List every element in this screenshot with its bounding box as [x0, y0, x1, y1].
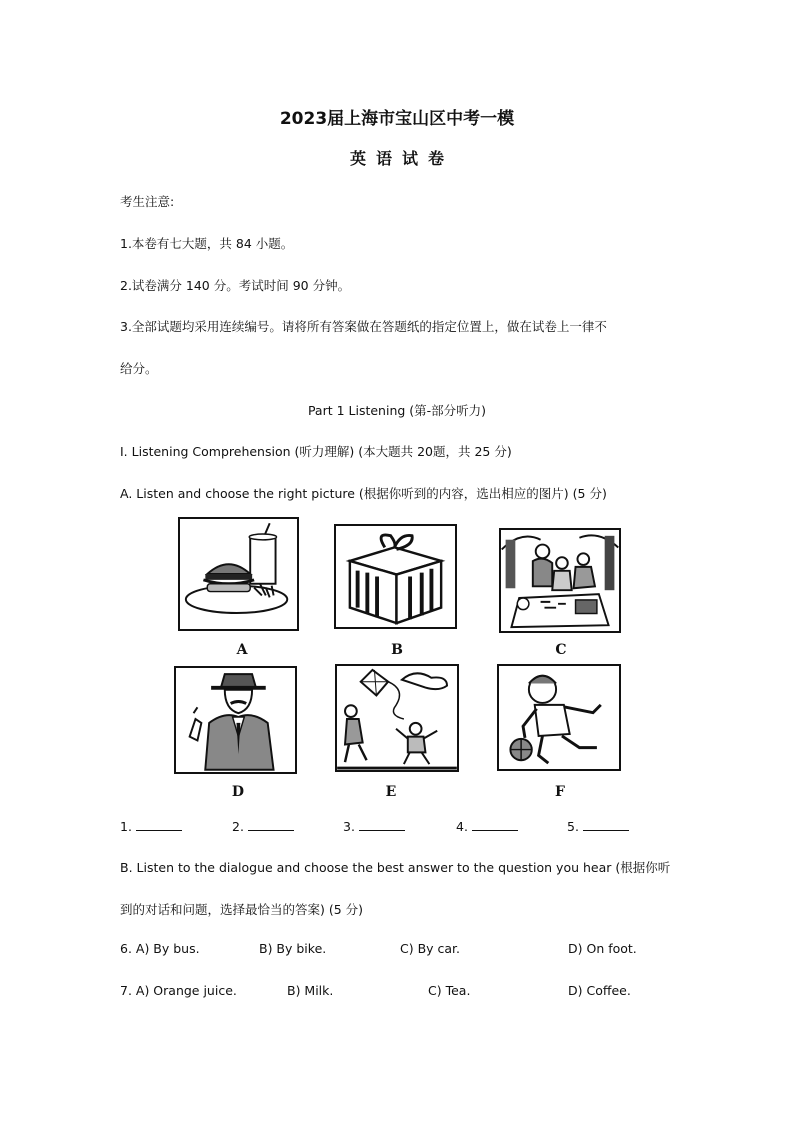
answer-blank-1[interactable] [120, 818, 182, 834]
picture-c [499, 528, 621, 633]
section-b-heading: B. Listen to the dialogue and choose the best answer to the question you hear (根据你听 [120, 860, 671, 875]
blank-number: 5. [567, 819, 579, 834]
picture-label-f: F [555, 784, 565, 800]
question-6-option-c[interactable]: C) By car. [400, 941, 461, 956]
question-7-option-b[interactable]: B) Milk. [287, 983, 334, 998]
answer-blank-4[interactable] [456, 818, 518, 834]
question-7-option-d[interactable]: D) Coffee. [568, 983, 631, 998]
basketball-boy-icon [499, 666, 619, 769]
exam-subtitle: 英语试卷 [349, 149, 454, 168]
question-7-option-c[interactable]: C) Tea. [428, 983, 471, 998]
picture-a [178, 517, 299, 631]
picture-b [334, 524, 457, 629]
notice-heading: 考生注意: [120, 194, 175, 209]
notice-item: 给分。 [120, 361, 158, 376]
notice-item: 2.试卷满分 140 分。考试时间 90 分钟。 [120, 278, 351, 293]
picture-label-a: A [236, 642, 248, 658]
picture-f [497, 664, 621, 771]
section-heading: I. Listening Comprehension (听力理解) (本大题共 20题，共 25 分) [120, 444, 512, 459]
picture-label-b: B [391, 642, 403, 658]
exam-title: 2023届上海市宝山区中考一模 [279, 109, 515, 129]
section-b-heading-cont: 到的对话和问题，选择最恰当的答案) (5 分) [120, 902, 364, 917]
blank-number: 4. [456, 819, 468, 834]
notice-item: 1.本卷有七大题，共 84 小题。 [120, 236, 294, 251]
gift-box-icon [336, 526, 455, 627]
blank-number: 2. [232, 819, 244, 834]
part-title: Part 1 Listening (第-部分听力) [307, 403, 487, 418]
picture-label-d: D [231, 784, 245, 800]
question-6-option-d[interactable]: D) On foot. [568, 941, 637, 956]
kite-flying-icon [337, 666, 457, 770]
section-a-heading: A. Listen and choose the right picture (根据你听到的内容，选出相应的图片) (5 分) [120, 486, 607, 501]
question-6-option-b[interactable]: B) By bike. [259, 941, 327, 956]
blank-number: 3. [343, 819, 355, 834]
answer-blank-5[interactable] [567, 818, 629, 834]
detective-man-icon [176, 668, 295, 772]
picture-d [174, 666, 297, 774]
picture-e [335, 664, 459, 772]
picture-label-e: E [385, 784, 397, 800]
answer-blank-3[interactable] [343, 818, 405, 834]
picture-label-c: C [555, 642, 567, 658]
picnic-family-icon [501, 530, 619, 631]
question-7-option-a[interactable]: 7. A) Orange juice. [120, 983, 237, 998]
notice-item: 3.全部试题均采用连续编号。请将所有答案做在答题纸的指定位置上，做在试卷上一律不 [120, 319, 607, 334]
blank-number: 1. [120, 819, 132, 834]
question-6-option-a[interactable]: 6. A) By bus. [120, 941, 200, 956]
burger-meal-icon [180, 519, 297, 629]
answer-blank-2[interactable] [232, 818, 294, 834]
